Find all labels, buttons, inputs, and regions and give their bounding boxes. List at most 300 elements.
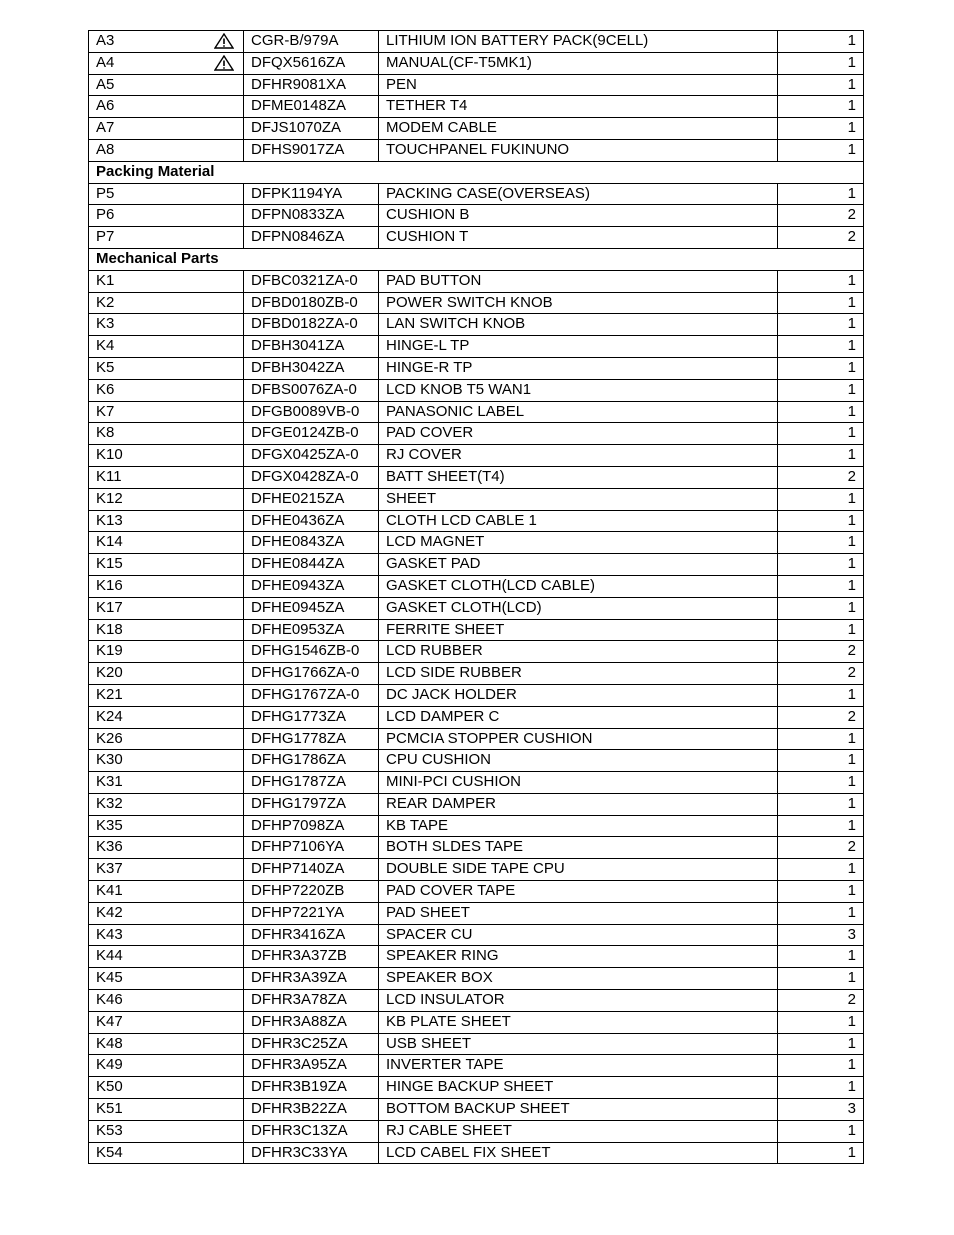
description-cell — [379, 554, 778, 576]
quantity-cell — [778, 859, 864, 881]
ref-no-cell — [89, 924, 244, 946]
description-text: REAR DAMPER — [386, 794, 497, 812]
part-no-text: DFHR3A39ZA — [251, 969, 347, 987]
ref-no-cell — [89, 772, 244, 794]
part-no-cell — [244, 96, 379, 118]
quantity-text: 1 — [847, 337, 856, 355]
quantity-cell — [778, 924, 864, 946]
table-row — [89, 881, 864, 903]
part-no-cell — [244, 1099, 379, 1121]
part-no-text: DFHR3C25ZA — [251, 1034, 348, 1052]
description-text: BATT SHEET(T4) — [386, 467, 505, 485]
description-text: PAD COVER TAPE — [386, 882, 516, 900]
part-no-cell — [244, 706, 379, 728]
part-no-text: DFHG1766ZA-0 — [251, 664, 360, 682]
part-no-cell — [244, 52, 379, 74]
ref-no-cell — [89, 1077, 244, 1099]
quantity-cell — [778, 532, 864, 554]
ref-no-cell — [89, 205, 244, 227]
description-text: LCD CABEL FIX SHEET — [386, 1143, 551, 1161]
quantity-cell — [778, 445, 864, 467]
quantity-text: 1 — [847, 380, 856, 398]
part-no-text: DFHP7220ZB — [251, 882, 345, 900]
description-cell — [379, 597, 778, 619]
part-no-cell — [244, 1011, 379, 1033]
ref-no-cell — [89, 554, 244, 576]
part-no-text: DFHP7140ZA — [251, 860, 345, 878]
description-cell — [379, 968, 778, 990]
quantity-cell — [778, 401, 864, 423]
section-header-row — [89, 248, 864, 270]
part-no-cell — [244, 575, 379, 597]
description-cell — [379, 510, 778, 532]
quantity-text: 1 — [847, 32, 856, 49]
parts-list-body — [89, 31, 864, 1164]
quantity-cell — [778, 74, 864, 96]
description-text: KB TAPE — [386, 816, 448, 834]
ref-no-cell — [89, 750, 244, 772]
part-no-text: DFHR9081XA — [251, 75, 347, 93]
ref-no-text: A3 — [96, 32, 115, 49]
part-no-text: DFBD0182ZA-0 — [251, 315, 358, 333]
quantity-cell — [778, 292, 864, 314]
ref-no-text: K45 — [96, 969, 123, 987]
ref-no-text: A6 — [96, 97, 115, 115]
part-no-cell — [244, 314, 379, 336]
part-no-cell — [244, 772, 379, 794]
table-row — [89, 728, 864, 750]
quantity-cell — [778, 663, 864, 685]
quantity-text: 1 — [847, 1121, 856, 1139]
part-no-cell — [244, 663, 379, 685]
part-no-text: DFHE0844ZA — [251, 555, 345, 573]
ref-no-text: K31 — [96, 773, 123, 791]
ref-no-text: K20 — [96, 664, 123, 682]
ref-no-cell — [89, 227, 244, 249]
ref-no-text: K1 — [96, 271, 115, 289]
quantity-text: 1 — [847, 140, 856, 158]
quantity-text: 2 — [847, 838, 856, 856]
part-no-text: DFBH3041ZA — [251, 337, 345, 355]
ref-no-text: A5 — [96, 75, 115, 93]
table-row — [89, 750, 864, 772]
ref-no-text: K50 — [96, 1078, 123, 1096]
part-no-text: DFHE0945ZA — [251, 598, 345, 616]
description-cell — [379, 619, 778, 641]
quantity-cell — [778, 1077, 864, 1099]
ref-no-cell — [89, 183, 244, 205]
quantity-text: 1 — [847, 75, 856, 93]
description-cell — [379, 793, 778, 815]
quantity-text: 2 — [847, 228, 856, 246]
description-cell — [379, 946, 778, 968]
table-row — [89, 74, 864, 96]
description-text: TOUCHPANEL FUKINUNO — [386, 140, 570, 158]
description-text: LCD MAGNET — [386, 533, 485, 551]
description-text: MANUAL(CF-T5MK1) — [386, 53, 532, 71]
description-cell — [379, 270, 778, 292]
table-row — [89, 270, 864, 292]
quantity-cell — [778, 597, 864, 619]
description-text: PEN — [386, 75, 417, 93]
table-row — [89, 706, 864, 728]
description-cell — [379, 815, 778, 837]
description-text: LCD INSULATOR — [386, 991, 505, 1009]
description-cell — [379, 706, 778, 728]
ref-no-text: K8 — [96, 424, 115, 442]
part-no-cell — [244, 31, 379, 53]
description-text: LCD DAMPER C — [386, 707, 500, 725]
table-row — [89, 227, 864, 249]
part-no-text: DFHR3A88ZA — [251, 1012, 347, 1030]
part-no-cell — [244, 379, 379, 401]
description-cell — [379, 466, 778, 488]
quantity-text: 1 — [847, 53, 856, 71]
part-no-cell — [244, 968, 379, 990]
part-no-text: DFBS0076ZA-0 — [251, 380, 357, 398]
description-text: GASKET CLOTH(LCD) — [386, 598, 542, 616]
part-no-text: DFHP7106YA — [251, 838, 345, 856]
quantity-text: 3 — [847, 1100, 856, 1118]
part-no-cell — [244, 641, 379, 663]
ref-no-text: A7 — [96, 119, 115, 137]
quantity-text: 1 — [847, 533, 856, 551]
quantity-cell — [778, 205, 864, 227]
quantity-text: 2 — [847, 707, 856, 725]
table-row — [89, 990, 864, 1012]
ref-no-text: K15 — [96, 555, 123, 573]
description-cell — [379, 31, 778, 53]
table-row — [89, 1077, 864, 1099]
ref-no-cell — [89, 837, 244, 859]
part-no-cell — [244, 1077, 379, 1099]
description-text: HINGE BACKUP SHEET — [386, 1078, 554, 1096]
part-no-text: DFPN0846ZA — [251, 228, 345, 246]
quantity-text: 1 — [847, 882, 856, 900]
part-no-cell — [244, 227, 379, 249]
table-row — [89, 924, 864, 946]
quantity-cell — [778, 510, 864, 532]
description-text: CUSHION T — [386, 228, 469, 246]
part-no-text: DFHE0953ZA — [251, 620, 345, 638]
part-no-text: DFHR3C33YA — [251, 1143, 348, 1161]
quantity-cell — [778, 881, 864, 903]
part-no-text: DFHE0215ZA — [251, 489, 345, 507]
part-no-cell — [244, 859, 379, 881]
quantity-cell — [778, 96, 864, 118]
table-row — [89, 815, 864, 837]
description-text: MINI-PCI CUSHION — [386, 773, 521, 791]
ref-no-text: K10 — [96, 446, 123, 464]
part-no-cell — [244, 488, 379, 510]
part-no-cell — [244, 139, 379, 161]
ref-no-cell — [89, 510, 244, 532]
part-no-text: CGR-B/979A — [251, 32, 339, 49]
description-cell — [379, 728, 778, 750]
quantity-cell — [778, 619, 864, 641]
table-row — [89, 96, 864, 118]
part-no-text: DFHG1787ZA — [251, 773, 347, 791]
table-row — [89, 445, 864, 467]
section-header-row — [89, 161, 864, 183]
part-no-cell — [244, 1142, 379, 1164]
ref-no-cell — [89, 663, 244, 685]
description-cell — [379, 357, 778, 379]
ref-no-text: K2 — [96, 293, 115, 311]
description-cell — [379, 1142, 778, 1164]
description-cell — [379, 183, 778, 205]
table-row — [89, 423, 864, 445]
ref-no-cell — [89, 902, 244, 924]
part-no-text: DFBD0180ZB-0 — [251, 293, 358, 311]
part-no-cell — [244, 619, 379, 641]
part-no-cell — [244, 597, 379, 619]
description-cell — [379, 1077, 778, 1099]
quantity-cell — [778, 1120, 864, 1142]
quantity-cell — [778, 466, 864, 488]
ref-no-cell — [89, 990, 244, 1012]
quantity-text: 1 — [847, 315, 856, 333]
description-text: GASKET PAD — [386, 555, 481, 573]
quantity-cell — [778, 52, 864, 74]
ref-no-cell — [89, 1033, 244, 1055]
quantity-text: 2 — [847, 664, 856, 682]
part-no-cell — [244, 466, 379, 488]
ref-no-text: K4 — [96, 337, 115, 355]
part-no-text: DFHE0436ZA — [251, 511, 345, 529]
ref-no-cell — [89, 706, 244, 728]
part-no-text: DFJS1070ZA — [251, 119, 342, 137]
table-row — [89, 902, 864, 924]
description-text: PANASONIC LABEL — [386, 402, 525, 420]
description-text: MODEM CABLE — [386, 119, 497, 137]
part-no-text: DFHG1546ZB-0 — [251, 642, 360, 660]
description-cell — [379, 750, 778, 772]
description-text: PAD COVER — [386, 424, 474, 442]
ref-no-cell — [89, 728, 244, 750]
description-cell — [379, 1099, 778, 1121]
table-row — [89, 772, 864, 794]
quantity-cell — [778, 1142, 864, 1164]
description-text: BOTTOM BACKUP SHEET — [386, 1100, 570, 1118]
description-cell — [379, 663, 778, 685]
table-row — [89, 859, 864, 881]
part-no-text: DFPK1194YA — [251, 184, 343, 202]
part-no-cell — [244, 1055, 379, 1077]
quantity-cell — [778, 750, 864, 772]
ref-no-text: P6 — [96, 206, 115, 224]
description-cell — [379, 575, 778, 597]
ref-no-text: K17 — [96, 598, 123, 616]
part-no-cell — [244, 118, 379, 140]
description-text: LITHIUM ION BATTERY PACK(9CELL) — [386, 32, 649, 49]
ref-no-cell — [89, 1011, 244, 1033]
table-row — [89, 684, 864, 706]
ref-no-text: K49 — [96, 1056, 123, 1074]
table-row — [89, 663, 864, 685]
description-cell — [379, 139, 778, 161]
ref-no-cell — [89, 423, 244, 445]
section-title: Packing Material — [89, 161, 864, 183]
quantity-text: 1 — [847, 598, 856, 616]
quantity-text: 2 — [847, 991, 856, 1009]
part-no-text: DFGX0428ZA-0 — [251, 467, 359, 485]
description-cell — [379, 445, 778, 467]
part-no-cell — [244, 750, 379, 772]
description-cell — [379, 902, 778, 924]
description-cell — [379, 52, 778, 74]
ref-no-cell — [89, 793, 244, 815]
ref-no-cell — [89, 379, 244, 401]
ref-no-text: K43 — [96, 925, 123, 943]
part-no-text: DFHG1786ZA — [251, 751, 347, 769]
ref-no-cell — [89, 336, 244, 358]
description-cell — [379, 118, 778, 140]
description-text: FERRITE SHEET — [386, 620, 505, 638]
part-no-cell — [244, 837, 379, 859]
ref-no-text: K44 — [96, 947, 123, 965]
quantity-cell — [778, 728, 864, 750]
part-no-cell — [244, 793, 379, 815]
quantity-cell — [778, 357, 864, 379]
part-no-cell — [244, 554, 379, 576]
part-no-cell — [244, 445, 379, 467]
description-cell — [379, 1011, 778, 1033]
quantity-text: 1 — [847, 794, 856, 812]
description-text: PCMCIA STOPPER CUSHION — [386, 729, 593, 747]
ref-no-text: K32 — [96, 794, 123, 812]
description-text: PAD BUTTON — [386, 271, 482, 289]
part-no-cell — [244, 881, 379, 903]
description-text: LCD RUBBER — [386, 642, 483, 660]
ref-no-cell — [89, 118, 244, 140]
description-cell — [379, 314, 778, 336]
part-no-text: DFHG1773ZA — [251, 707, 347, 725]
part-no-text: DFPN0833ZA — [251, 206, 345, 224]
description-text: POWER SWITCH KNOB — [386, 293, 553, 311]
table-row — [89, 379, 864, 401]
part-no-cell — [244, 510, 379, 532]
part-no-cell — [244, 205, 379, 227]
ref-no-cell — [89, 52, 244, 74]
table-row — [89, 336, 864, 358]
table-row — [89, 118, 864, 140]
description-text: USB SHEET — [386, 1034, 472, 1052]
quantity-cell — [778, 1099, 864, 1121]
quantity-cell — [778, 793, 864, 815]
part-no-cell — [244, 1120, 379, 1142]
description-cell — [379, 1120, 778, 1142]
parts-list-table — [88, 30, 864, 1164]
description-cell — [379, 881, 778, 903]
description-text: SPEAKER BOX — [386, 969, 493, 987]
table-row — [89, 1120, 864, 1142]
warning-triangle-icon — [214, 55, 234, 71]
quantity-text: 1 — [847, 1034, 856, 1052]
table-row — [89, 31, 864, 53]
table-row — [89, 1099, 864, 1121]
part-no-text: DFHR3416ZA — [251, 925, 346, 943]
quantity-cell — [778, 423, 864, 445]
quantity-text: 1 — [847, 1056, 856, 1074]
part-no-text: DFHS9017ZA — [251, 140, 345, 158]
ref-no-text: K5 — [96, 358, 115, 376]
ref-no-cell — [89, 575, 244, 597]
quantity-cell — [778, 837, 864, 859]
table-row — [89, 946, 864, 968]
description-text: RJ COVER — [386, 446, 462, 464]
description-text: DC JACK HOLDER — [386, 685, 517, 703]
description-cell — [379, 990, 778, 1012]
description-text: HINGE-R TP — [386, 358, 473, 376]
quantity-text: 1 — [847, 969, 856, 987]
description-cell — [379, 96, 778, 118]
table-row — [89, 488, 864, 510]
description-cell — [379, 532, 778, 554]
ref-no-text: K3 — [96, 315, 115, 333]
ref-no-text: A4 — [96, 53, 115, 71]
quantity-text: 1 — [847, 358, 856, 376]
quantity-text: 1 — [847, 1012, 856, 1030]
part-no-text: DFHG1778ZA — [251, 729, 347, 747]
ref-no-text: K35 — [96, 816, 123, 834]
ref-no-cell — [89, 597, 244, 619]
part-no-cell — [244, 423, 379, 445]
description-text: PAD SHEET — [386, 903, 470, 921]
part-no-cell — [244, 924, 379, 946]
quantity-text: 1 — [847, 1143, 856, 1161]
part-no-cell — [244, 292, 379, 314]
quantity-cell — [778, 772, 864, 794]
description-text: SPACER CU — [386, 925, 473, 943]
ref-no-text: K26 — [96, 729, 123, 747]
description-cell — [379, 1033, 778, 1055]
part-no-text: DFQX5616ZA — [251, 53, 346, 71]
warning-triangle-icon — [214, 33, 234, 49]
description-cell — [379, 924, 778, 946]
part-no-text: DFHR3B19ZA — [251, 1078, 347, 1096]
ref-no-text: K41 — [96, 882, 123, 900]
part-no-cell — [244, 990, 379, 1012]
description-text: PACKING CASE(OVERSEAS) — [386, 184, 590, 202]
ref-no-text: K30 — [96, 751, 123, 769]
part-no-cell — [244, 728, 379, 750]
ref-no-text: K36 — [96, 838, 123, 856]
quantity-text: 1 — [847, 97, 856, 115]
quantity-cell — [778, 641, 864, 663]
quantity-cell — [778, 575, 864, 597]
ref-no-cell — [89, 881, 244, 903]
table-row — [89, 183, 864, 205]
quantity-cell — [778, 183, 864, 205]
ref-no-text: K13 — [96, 511, 123, 529]
description-text: SPEAKER RING — [386, 947, 499, 965]
ref-no-cell — [89, 292, 244, 314]
ref-no-text: K11 — [96, 467, 122, 485]
quantity-cell — [778, 314, 864, 336]
quantity-text: 1 — [847, 184, 856, 202]
description-cell — [379, 379, 778, 401]
ref-no-text: K7 — [96, 402, 115, 420]
table-row — [89, 641, 864, 663]
ref-no-cell — [89, 74, 244, 96]
quantity-text: 1 — [847, 620, 856, 638]
quantity-cell — [778, 946, 864, 968]
part-no-text: DFHR3A37ZB — [251, 947, 347, 965]
quantity-text: 1 — [847, 947, 856, 965]
quantity-text: 1 — [847, 446, 856, 464]
description-text: SHEET — [386, 489, 437, 507]
